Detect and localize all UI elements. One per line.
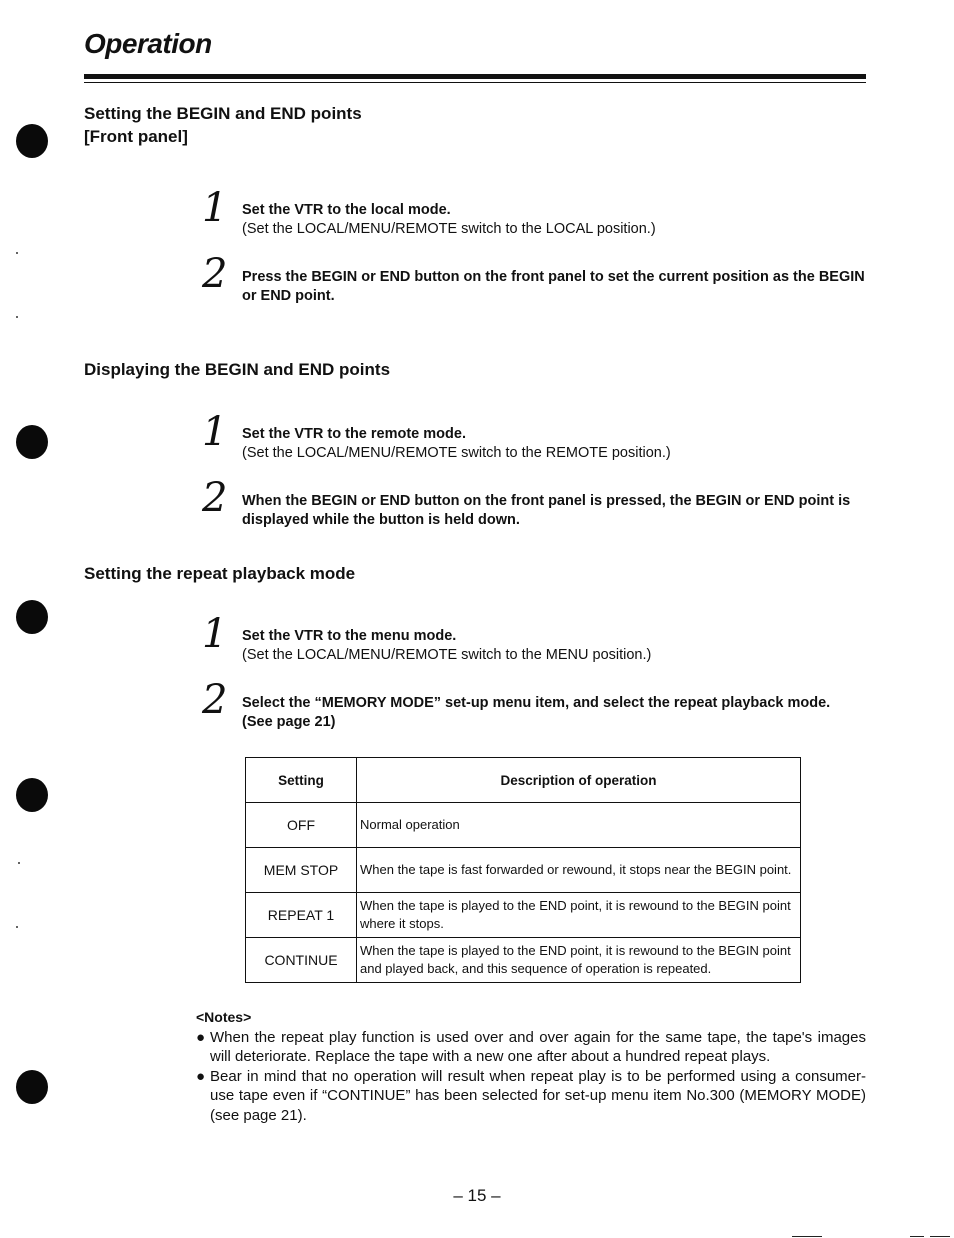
step-number: 2 [202,251,228,297]
step-body [242,201,870,239]
notes-title: <Notes> [196,1009,252,1025]
step-detail: (Set the LOCAL/MENU/REMOTE switch to the MENU position.) [242,647,652,663]
step-number: 2 [202,475,228,521]
table-cell-description: Normal operation [357,803,801,848]
note-text: When the repeat play function is used over and over again for the same tape, the tape's images will deteriorate. Replace the tape with a new one after about a hundred repeat plays. [210,1028,866,1065]
header-rule-thin [84,82,866,83]
table-cell-setting: CONTINUE [246,938,357,983]
bullet-icon: ● [196,1028,206,1046]
binder-hole-1 [16,124,48,158]
step-instruction: Set the VTR to the menu mode. [242,628,457,644]
table-cell-setting: OFF [246,803,357,848]
scan-speck [18,862,20,864]
scan-edge-mark [930,1236,950,1237]
step-instruction: Set the VTR to the local mode. [242,202,451,218]
header-rule-thick [84,74,866,79]
step-detail: (Set the LOCAL/MENU/REMOTE switch to the REMOTE position.) [242,445,671,461]
bullet-icon: ● [196,1067,206,1085]
table-header-row [246,758,801,803]
step-body [242,627,870,665]
page-number: – 15 – [453,1186,501,1205]
scan-edge-mark [792,1236,822,1237]
step-number: 1 [202,409,228,455]
scan-speck [16,926,18,928]
section-heading-displaying-points [84,358,390,381]
table-header-setting: Setting [246,758,357,803]
step-instruction: Set the VTR to the remote mode. [242,426,466,442]
step-body [242,425,870,463]
table-header-description: Description of operation [357,758,801,803]
table-cell-setting: MEM STOP [246,848,357,893]
table-cell-setting: REPEAT 1 [246,893,357,938]
step-instruction: Press the BEGIN or END button on the front panel to set the current position as the BEGIN or END point. [242,269,865,304]
scan-edge-mark [910,1236,924,1237]
scan-speck [16,252,18,254]
step-number: 1 [202,185,228,231]
section-heading-line: [Front panel] [84,127,188,146]
note-item [196,1028,866,1067]
step-number: 1 [202,611,228,657]
note-text: Bear in mind that no operation will result when repeat play is to be performed using a consumer-use tape even if “CONTINUE” has been selected for set-up menu item No.300 (MEMORY MODE) (see page 21). [210,1067,866,1124]
table-row [246,848,801,893]
section-heading-line: Displaying the BEGIN and END points [84,360,391,379]
table-row [246,938,801,983]
table-row [246,803,801,848]
step-number: 2 [202,677,228,723]
step-body [242,492,870,530]
binder-hole-4 [16,778,48,812]
note-item [196,1067,866,1126]
scan-speck [16,316,18,318]
repeat-mode-table [245,757,801,983]
binder-hole-2 [16,425,48,459]
step-body [242,268,870,306]
binder-hole-5 [16,1070,48,1104]
binder-hole-3 [16,600,48,634]
table-cell-description: When the tape is fast forwarded or rewound, it stops near the BEGIN point. [357,848,801,893]
page-title: Operation [84,28,212,59]
step-body [242,694,842,732]
step-instruction: When the BEGIN or END button on the front panel is pressed, the BEGIN or END point is displayed while the button is held down. [242,493,851,528]
table-row [246,893,801,938]
step-instruction: Select the “MEMORY MODE” set-up menu item, and select the repeat playback mode. (See page 21) [242,695,831,730]
section-heading-repeat-mode [84,562,355,585]
section-heading-line: Setting the repeat playback mode [84,564,356,583]
table-cell-description: When the tape is played to the END point, it is rewound to the BEGIN point where it stops. [357,893,801,938]
step-detail: (Set the LOCAL/MENU/REMOTE switch to the LOCAL position.) [242,221,656,237]
table-cell-description: When the tape is played to the END point, it is rewound to the BEGIN point and played back, and this sequence of operation is repeated. [357,938,801,983]
notes-block [196,1008,866,1125]
section-heading-line: Setting the BEGIN and END points [84,104,362,123]
section-heading-setting-points [84,102,362,148]
